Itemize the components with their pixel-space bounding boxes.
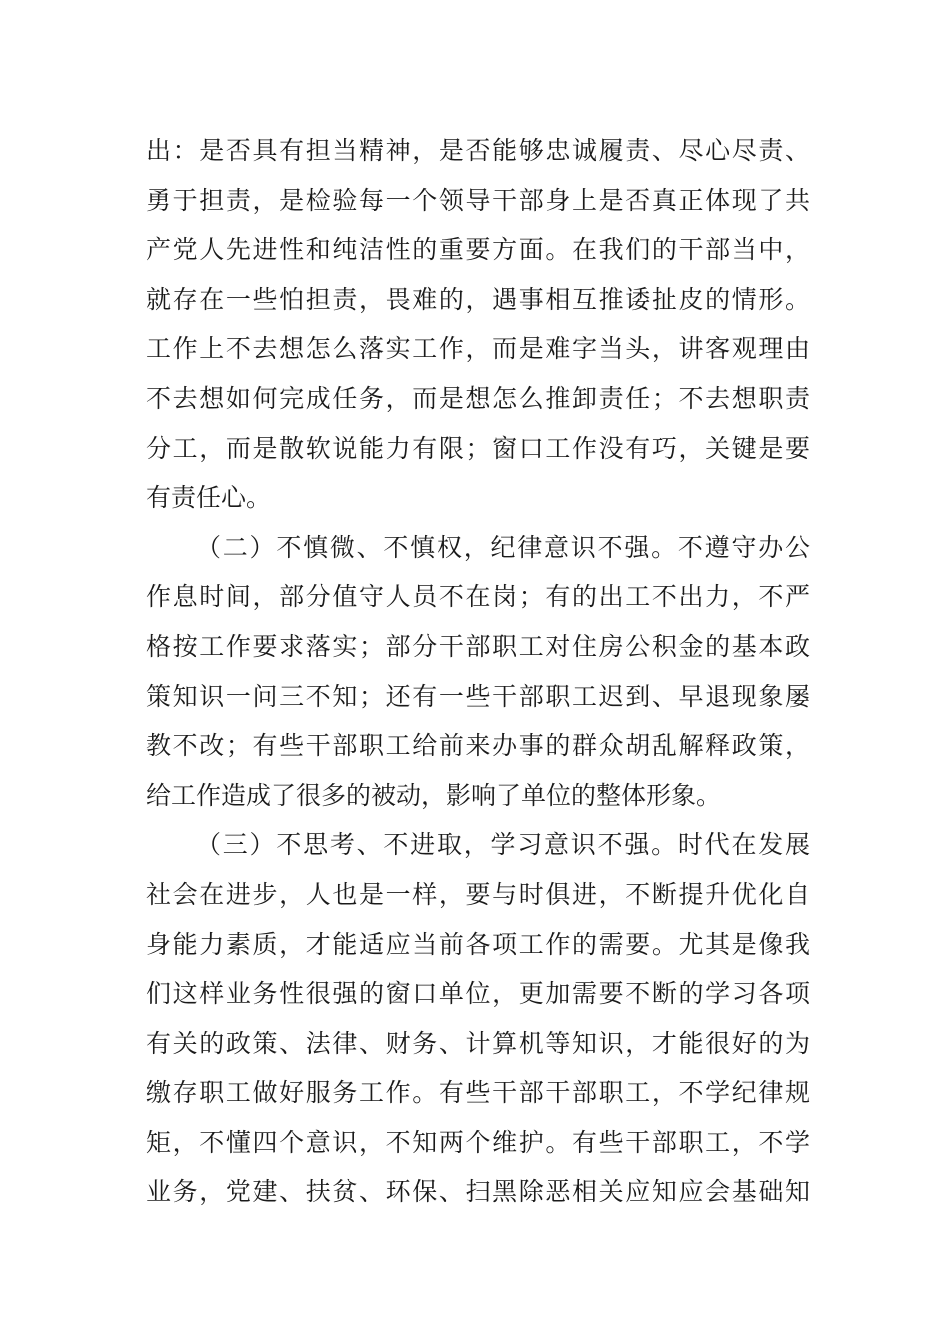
text-line: 给工作造成了很多的被动，影响了单位的整体形象。	[146, 780, 722, 810]
text-line: 产党人先进性和纯洁性的重要方面。在我们的干部当中，	[146, 235, 810, 265]
section-heading-line: （二）不慎微、不慎权，纪律意识不强。不遵守办公	[196, 532, 810, 562]
text-line: 缴存职工做好服务工作。有些干部干部职工，不学纪律规	[146, 1078, 810, 1108]
text-line: 策知识一问三不知；还有一些干部职工迟到、早退现象屡	[146, 681, 810, 711]
text-line: 就存在一些怕担责，畏难的，遇事相互推诿扯皮的情形。	[146, 284, 810, 314]
text-line: 勇于担责，是检验每一个领导干部身上是否真正体现了共	[146, 185, 810, 215]
text-line: 工作上不去想怎么落实工作，而是难字当头，讲客观理由	[146, 334, 810, 364]
text-line: 教不改；有些干部职工给前来办事的群众胡乱解释政策，	[146, 731, 810, 761]
text-line: 业务，党建、扶贫、环保、扫黑除恶相关应知应会基础知	[146, 1177, 810, 1207]
text-line: 格按工作要求落实；部分干部职工对住房公积金的基本政	[146, 631, 810, 661]
text-line: 身能力素质，才能适应当前各项工作的需要。尤其是像我	[146, 929, 810, 959]
text-line: 分工，而是散软说能力有限；窗口工作没有巧，关键是要	[146, 433, 810, 463]
text-line: 出：是否具有担当精神，是否能够忠诚履责、尽心尽责、	[146, 136, 810, 165]
text-line: 有责任心。	[146, 483, 272, 513]
text-line: 社会在进步，人也是一样，要与时俱进，不断提升优化自	[146, 879, 810, 909]
text-line: 有关的政策、法律、财务、计算机等知识，才能很好的为	[146, 1028, 810, 1058]
body-text	[146, 126, 810, 1217]
text-line: 们这样业务性很强的窗口单位，更加需要不断的学习各项	[146, 979, 810, 1009]
text-line: 不去想如何完成任务，而是想怎么推卸责任；不去想职责	[146, 383, 810, 413]
text-line: 矩，不懂四个意识，不知两个维护。有些干部职工，不学	[146, 1127, 810, 1157]
section-heading-line: （三）不思考、不进取，学习意识不强。时代在发展	[196, 830, 810, 860]
text-line: 作息时间，部分值守人员不在岗；有的出工不出力，不严	[146, 582, 810, 612]
